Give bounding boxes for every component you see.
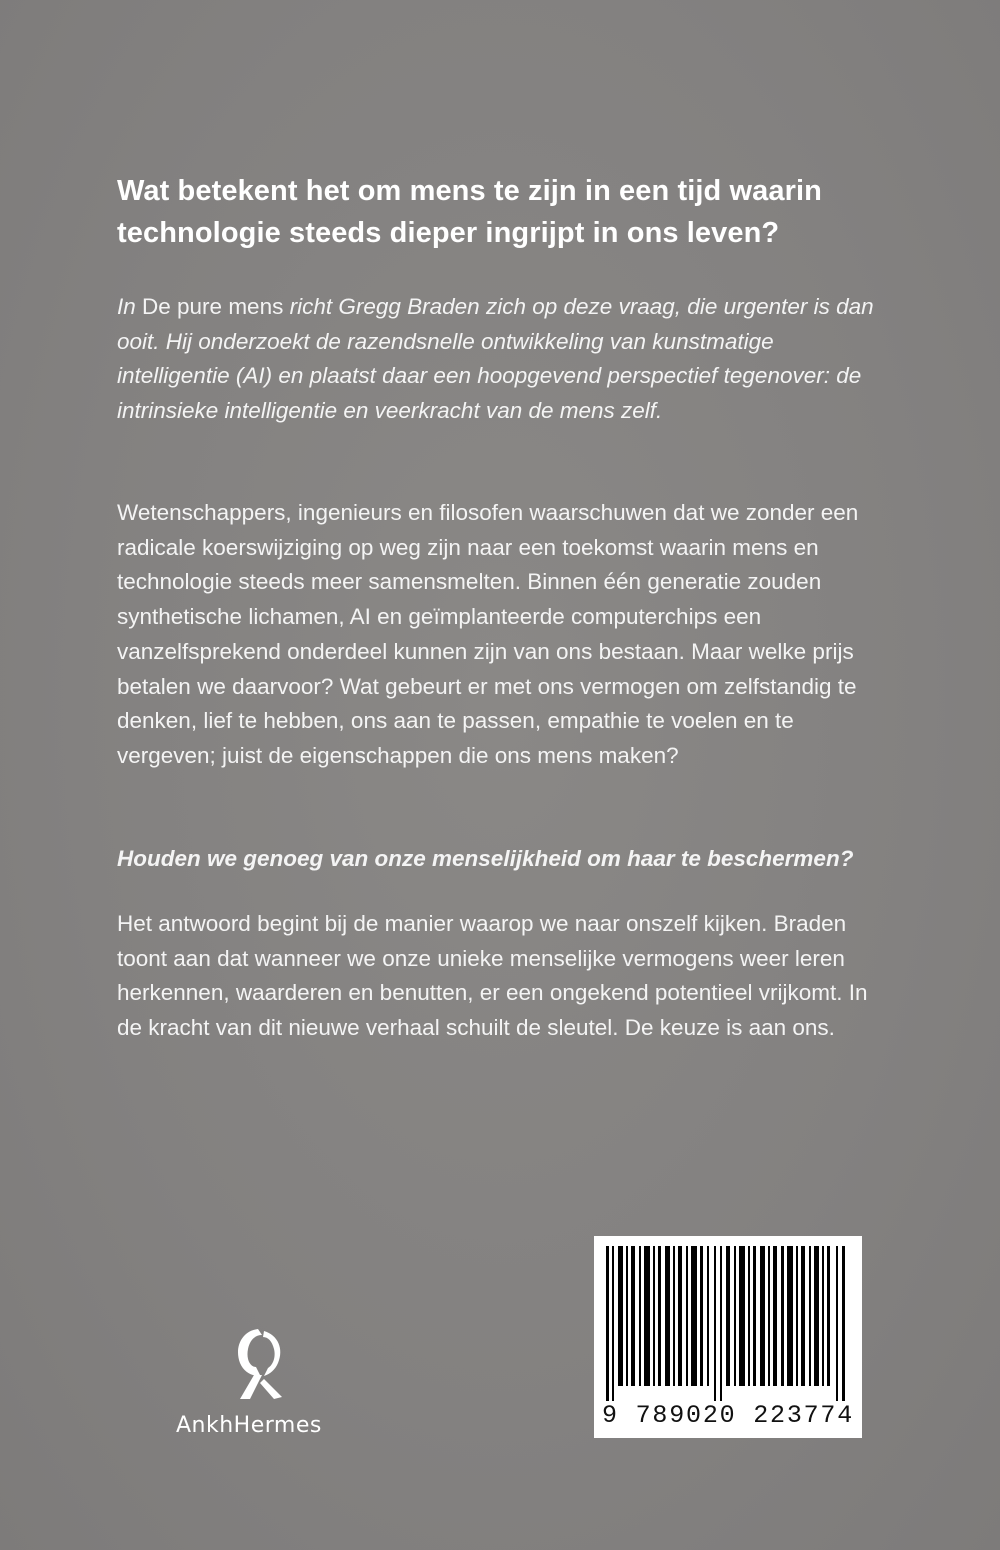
ankh-logo-icon	[228, 1325, 294, 1405]
question-paragraph: Houden we genoeg van onze menselijkheid om haar te beschermen?	[117, 846, 854, 871]
barcode	[594, 1236, 862, 1438]
publisher-logo	[176, 1325, 336, 1445]
back-cover-heading: Wat betekent het om mens te zijn in een tijd waarin technologie steeds dieper ingrijpt in ons leven?	[117, 175, 822, 249]
book-title: De pure mens	[135, 294, 290, 319]
intro-rest: richt Gregg Braden zich op deze vraag, die urgenter is dan ooit. Hij onderzoekt de razendsnelle ontwikkeling van kunstmatige intelligentie (AI) en plaatst daar een hoopgevend perspectief tegenover: de intrinsieke intelligentie en veerkracht van de mens zelf.	[117, 294, 874, 424]
body-paragraph-2: Wetenschappers, ingenieurs en filosofen waarschuwen dat we zonder een radicale koerswijziging op weg zijn naar een toekomst waarin mens en technologie steeds meer samensmelten. Binnen één generatie zouden synthetische lichamen, AI en geïmplanteerde computerchips een vanzelfsprekend onderdeel kunnen zijn van ons bestaan. Maar welke prijs betalen we daarvoor? Wat gebeurt er met ons vermogen om zelfstandig te denken, lief te hebben, ons aan te passen, empathie te voelen en te vergeven; juist de eigenschappen die ons mens maken?	[117, 500, 859, 768]
isbn-number: 9 789020 223774	[602, 1401, 855, 1430]
intro-lead: In	[117, 294, 136, 319]
publisher-name: AnkhHermes	[176, 1413, 322, 1438]
body-paragraph-3: Het antwoord begint bij de manier waarop we naar onszelf kijken. Braden toont aan dat wanneer we onze unieke menselijke vermogens weer leren herkennen, waarderen en benutten, er een ongekend potentieel vrijkomt. In de kracht van dit nieuwe verhaal schuilt de sleutel. De keuze is aan ons.	[117, 911, 868, 1041]
intro-paragraph	[117, 290, 887, 429]
barcode-bars	[604, 1246, 850, 1401]
